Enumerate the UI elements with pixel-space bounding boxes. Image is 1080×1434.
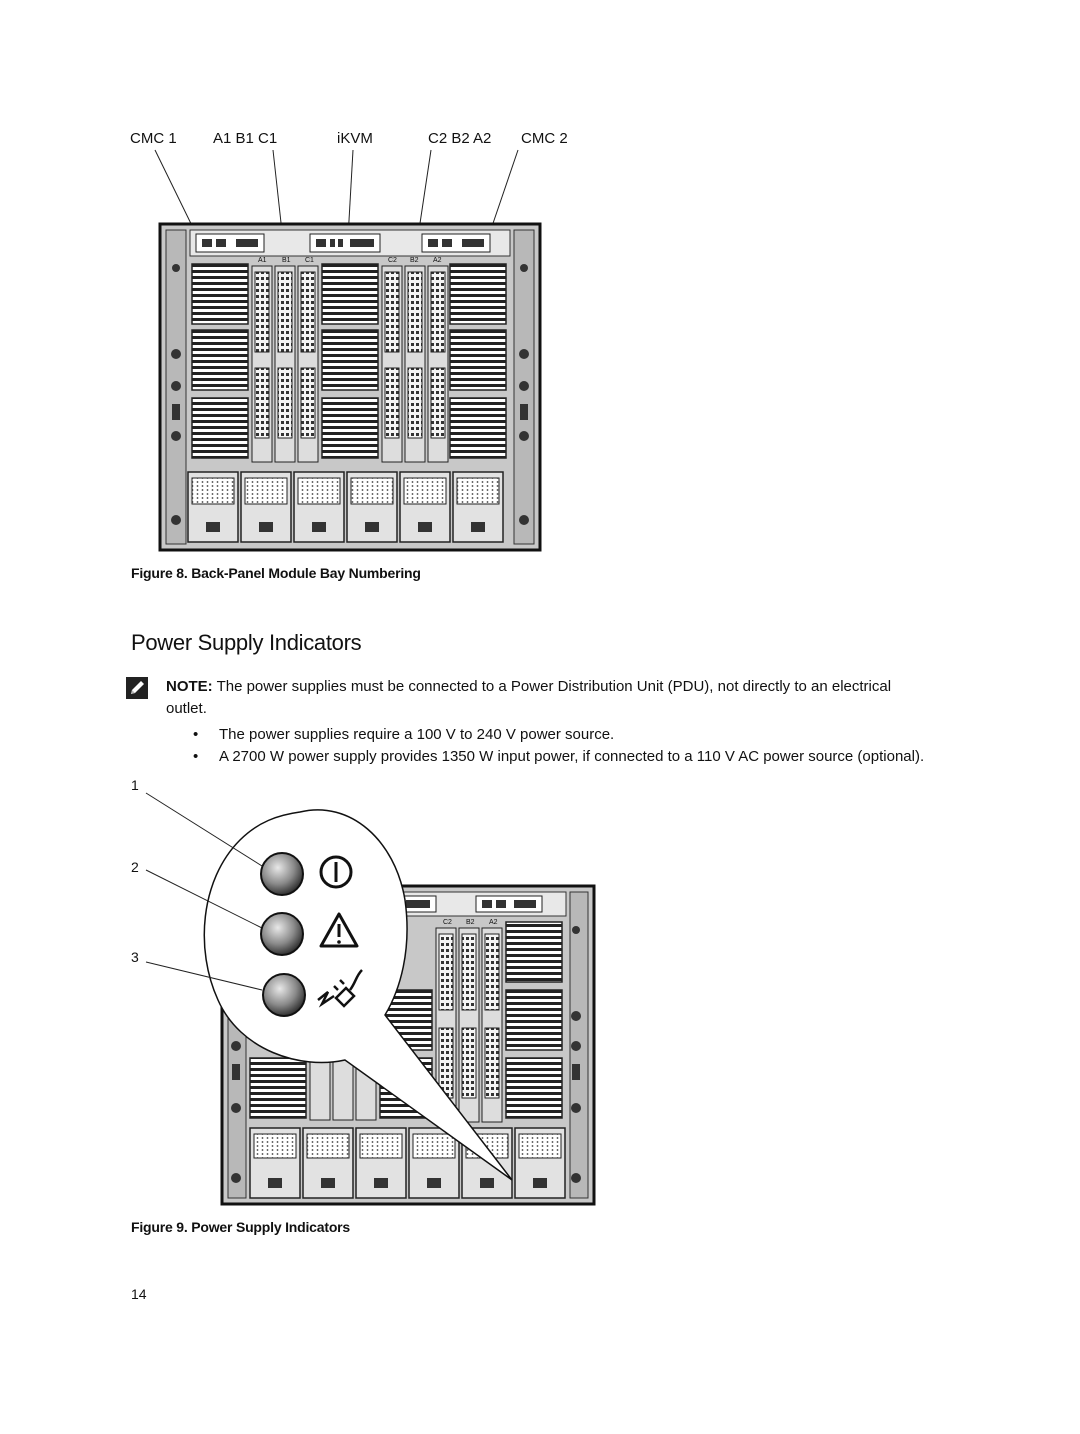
a1-b1-c1-label: A1 B1 C1 (213, 130, 278, 147)
slot-tag-a2: A2 (489, 919, 498, 926)
pencil-note-icon (125, 676, 149, 700)
callout-2: 2 (131, 859, 139, 875)
callout-1: 1 (131, 777, 139, 793)
slot-tag-b2: B2 (466, 919, 475, 926)
back-panel-illustration (0, 0, 1080, 560)
callout-3: 3 (131, 949, 139, 965)
ac-indicator-led (263, 974, 305, 1016)
slot-tag-c2: C2 (443, 919, 452, 926)
page-number: 14 (131, 1286, 147, 1302)
c2-b2-a2-label: C2 B2 A2 (428, 130, 492, 147)
note-block (166, 676, 926, 720)
figure8-caption: Figure 8. Back-Panel Module Bay Numbering (131, 565, 421, 581)
cmc2-label: CMC 2 (521, 130, 568, 147)
slot-tag-b1: B1 (282, 257, 291, 264)
fault-indicator-led (261, 913, 303, 955)
note-text: The power supplies must be connected to a Power Distribution Unit (PDU), not directly to an electrical outlet. (166, 678, 892, 717)
slot-tag-a1: A1 (258, 257, 267, 264)
ikvm-label: iKVM (337, 130, 373, 147)
slot-tag-a2: A2 (433, 257, 442, 264)
bullet-item: • The power supplies require a 100 V to 240 V power source. (193, 726, 615, 743)
cmc1-label: CMC 1 (130, 130, 177, 147)
section-heading: Power Supply Indicators (131, 630, 362, 655)
note-label: NOTE: (166, 678, 213, 695)
bullet-text: A 2700 W power supply provides 1350 W input power, if connected to a 110 V AC power source (optional). (219, 748, 925, 765)
figure9-caption: Figure 9. Power Supply Indicators (131, 1219, 350, 1235)
slot-tag-b2: B2 (410, 257, 419, 264)
slot-tag-c2: C2 (388, 257, 397, 264)
slot-tag-c1: C1 (305, 257, 314, 264)
power-indicator-led (261, 853, 303, 895)
bullet-text: The power supplies require a 100 V to 240 V power source. (219, 726, 615, 743)
bullet-item: • A 2700 W power supply provides 1350 W input power, if connected to a 110 V AC power source (optional). (193, 748, 925, 765)
power-supply-indicators-illustration (0, 770, 1080, 1220)
